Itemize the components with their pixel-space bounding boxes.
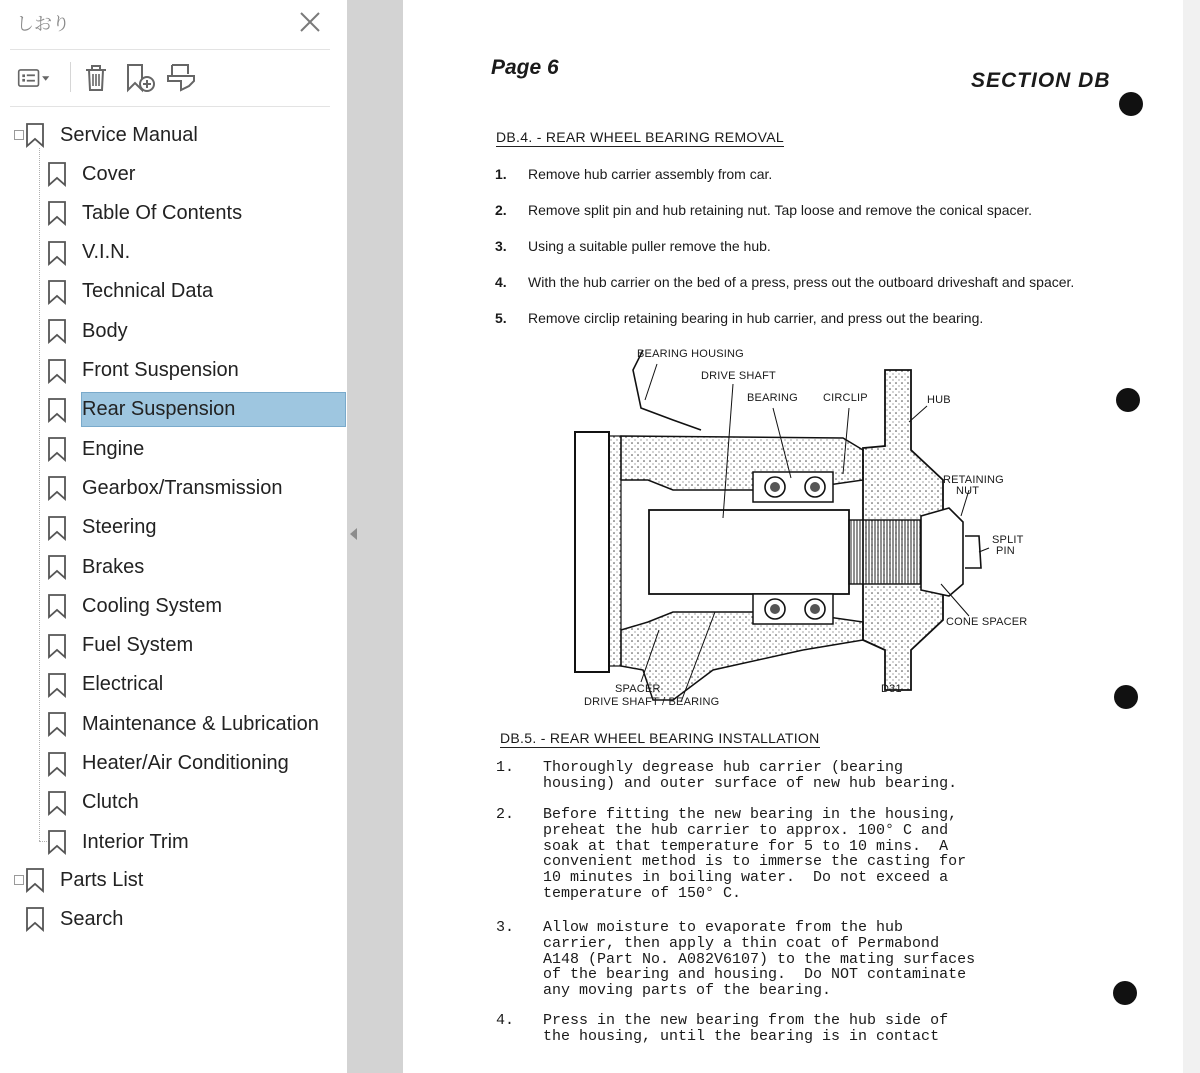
bookmark-label: Body bbox=[82, 319, 128, 342]
divider bbox=[10, 106, 330, 107]
bookmark-item[interactable] bbox=[46, 471, 282, 505]
bookmark-icon bbox=[46, 790, 68, 816]
add-bookmark-icon[interactable] bbox=[122, 60, 158, 96]
bookmark-item[interactable] bbox=[46, 629, 193, 663]
bookmark-label: Front Suspension bbox=[82, 359, 239, 381]
tree-guide-line bbox=[39, 148, 40, 841]
binder-hole bbox=[1116, 388, 1140, 412]
bookmark-label: Interior Trim bbox=[82, 830, 189, 853]
label-drive-shaft: DRIVE SHAFT bbox=[701, 370, 776, 382]
step-text: Remove split pin and hub retaining nut. Tap loose and remove the conical spacer. bbox=[528, 202, 1033, 218]
bookmark-item[interactable] bbox=[46, 432, 144, 466]
bookmark-item[interactable] bbox=[46, 589, 222, 623]
panel-title: しおり bbox=[16, 14, 70, 34]
bookmark-icon bbox=[46, 672, 68, 698]
label-drive-shaft-bearing: DRIVE SHAFT / BEARING bbox=[584, 696, 720, 708]
step-text: With the hub carrier on the bed of a press, press out the outboard driveshaft and spacer. bbox=[528, 274, 1075, 290]
divider bbox=[10, 49, 330, 50]
bookmark-item[interactable] bbox=[46, 236, 130, 270]
bookmark-icon bbox=[46, 279, 68, 305]
bookmark-item[interactable] bbox=[24, 863, 143, 897]
delete-icon[interactable] bbox=[78, 60, 114, 96]
bookmark-icon bbox=[46, 436, 68, 462]
bookmark-item[interactable] bbox=[46, 354, 239, 388]
step-text: Before fitting the new bearing in the housing, preheat the hub carrier to approx. 100° C and soak at that temperature for 5 to 10 mins. A convenient method is to immerse the casting for 10 minutes in boiling water. Do not exceed a temperature of 150° C. bbox=[543, 806, 967, 902]
bookmark-label: Clutch bbox=[82, 791, 139, 814]
label-split: SPLIT bbox=[992, 534, 1024, 546]
bookmark-item[interactable] bbox=[46, 314, 128, 348]
step-text: Thoroughly degrease hub carrier (bearing housing) and outer surface of new hub bearing. bbox=[543, 759, 958, 792]
bookmark-label: Cover bbox=[82, 162, 136, 185]
toolbar-divider bbox=[70, 62, 71, 92]
bookmark-label: Technical Data bbox=[82, 280, 214, 303]
bookmark-icon bbox=[46, 318, 68, 344]
bookmark-icon bbox=[24, 867, 46, 893]
page-number: Page 6 bbox=[491, 56, 559, 79]
bookmark-icon bbox=[46, 397, 68, 423]
bookmark-item[interactable] bbox=[46, 550, 144, 584]
label-bearing-housing: BEARING HOUSING bbox=[637, 348, 744, 360]
bookmark-icon bbox=[46, 240, 68, 266]
binder-hole bbox=[1113, 981, 1137, 1005]
expand-toggle-icon[interactable] bbox=[14, 875, 24, 885]
bookmark-item[interactable] bbox=[24, 902, 123, 936]
label-figure-ref: D31 bbox=[881, 683, 902, 695]
bookmark-icon bbox=[24, 906, 46, 932]
bookmark-icon bbox=[46, 200, 68, 226]
bookmark-label: Gearbox/Transmission bbox=[82, 476, 283, 499]
bookmark-label: Engine bbox=[82, 437, 145, 460]
bookmark-label: V.I.N. bbox=[82, 241, 131, 264]
bookmark-label: Parts List bbox=[60, 868, 144, 891]
bookmark-item[interactable] bbox=[46, 668, 163, 702]
step-number: 4. bbox=[495, 274, 507, 290]
label-nut: NUT bbox=[956, 485, 980, 497]
bookmark-icon bbox=[46, 829, 68, 855]
label-retaining: RETAINING bbox=[943, 474, 1004, 486]
bookmark-label: Maintenance & Lubrication bbox=[82, 712, 319, 735]
step-number: 5. bbox=[495, 310, 507, 326]
step-text: Remove circlip retaining bearing in hub carrier, and press out the bearing. bbox=[528, 310, 984, 326]
bookmark-icon bbox=[46, 751, 68, 777]
section-heading: DB.4. - REAR WHEEL BEARING REMOVAL bbox=[496, 129, 784, 145]
bookmark-label: Service Manual bbox=[60, 123, 198, 146]
document-page bbox=[403, 0, 1183, 1073]
vertical-scrollbar[interactable] bbox=[1183, 0, 1200, 1073]
label-circlip: CIRCLIP bbox=[823, 392, 868, 404]
bookmarks-panel bbox=[0, 0, 347, 1073]
step-text: Allow moisture to evaporate from the hub carrier, then apply a thin coat of Permabond A148 (Part No. A082V6107) to the mating surfaces of the bearing and housing. Do NOT contaminate any moving parts of the bearing. bbox=[543, 919, 976, 1000]
bookmark-item[interactable] bbox=[46, 393, 346, 427]
step-number: 3. bbox=[495, 238, 507, 254]
bookmark-label: Table Of Contents bbox=[82, 201, 243, 224]
options-menu-icon[interactable] bbox=[16, 60, 52, 96]
step-number: 1. bbox=[495, 166, 507, 182]
label-bearing: BEARING bbox=[747, 392, 798, 404]
collapse-toggle-icon[interactable] bbox=[14, 130, 24, 140]
step-number: 1. bbox=[496, 759, 515, 776]
bookmark-item[interactable] bbox=[46, 196, 242, 230]
bookmark-item[interactable] bbox=[46, 747, 289, 781]
bookmark-root[interactable] bbox=[24, 118, 198, 152]
bookmark-label: Cooling System bbox=[82, 594, 223, 617]
bookmark-tag-icon[interactable] bbox=[164, 60, 200, 96]
bookmark-item[interactable] bbox=[46, 511, 157, 545]
bookmark-icon bbox=[46, 515, 68, 541]
collapse-panel-icon[interactable] bbox=[350, 528, 357, 540]
label-pin: PIN bbox=[996, 545, 1015, 557]
step-text: Remove hub carrier assembly from car. bbox=[528, 166, 773, 182]
label-hub: HUB bbox=[927, 394, 951, 406]
binder-hole bbox=[1119, 92, 1143, 116]
section-label: SECTION DB bbox=[971, 69, 1111, 92]
step-number: 2. bbox=[496, 806, 515, 823]
step-text: Press in the new bearing from the hub side of the housing, until the bearing is in contact bbox=[543, 1012, 949, 1045]
bookmark-label: Brakes bbox=[82, 555, 145, 578]
bookmark-icon bbox=[24, 122, 46, 148]
bookmark-icon bbox=[46, 711, 68, 737]
bookmark-icon bbox=[46, 475, 68, 501]
bookmark-icon bbox=[46, 633, 68, 659]
bookmark-icon bbox=[46, 161, 68, 187]
label-spacer: SPACER bbox=[615, 683, 661, 695]
step-number: 3. bbox=[496, 919, 515, 936]
bookmark-label: Heater/Air Conditioning bbox=[82, 752, 289, 774]
step-number: 2. bbox=[495, 202, 507, 218]
bookmark-item[interactable] bbox=[46, 275, 213, 309]
bookmark-item[interactable] bbox=[46, 707, 319, 741]
bookmark-item[interactable] bbox=[46, 157, 135, 191]
step-number: 4. bbox=[496, 1012, 515, 1029]
bookmark-label: Steering bbox=[82, 516, 157, 539]
bookmark-label: Search bbox=[60, 907, 124, 930]
bookmark-icon bbox=[46, 593, 68, 619]
bookmark-label: Rear Suspension bbox=[82, 398, 236, 421]
bookmark-item[interactable] bbox=[46, 825, 189, 859]
step-text: Using a suitable puller remove the hub. bbox=[528, 238, 771, 254]
bookmark-item[interactable] bbox=[46, 786, 139, 820]
bookmark-label: Electrical bbox=[82, 673, 164, 696]
bookmark-icon bbox=[46, 358, 68, 384]
bookmark-label: Fuel System bbox=[82, 634, 194, 657]
binder-hole bbox=[1114, 685, 1138, 709]
section-heading: DB.5. - REAR WHEEL BEARING INSTALLATION bbox=[500, 730, 820, 746]
label-cone-spacer: CONE SPACER bbox=[946, 616, 1028, 628]
bookmark-icon bbox=[46, 554, 68, 580]
close-icon[interactable] bbox=[297, 9, 323, 35]
